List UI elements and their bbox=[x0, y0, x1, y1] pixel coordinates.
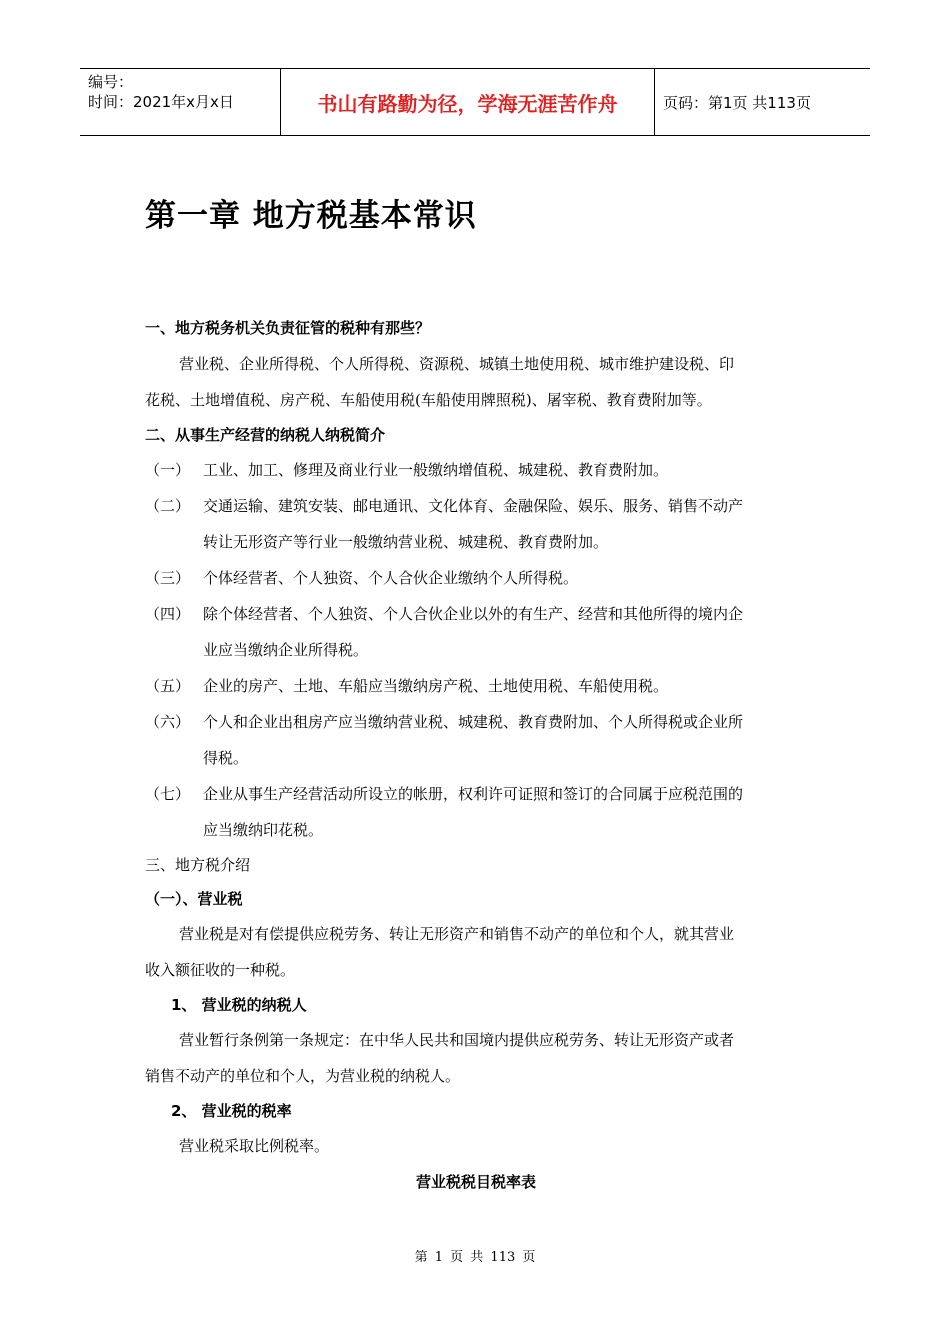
item-text: 交通运输、建筑安装、邮电通讯、文化体育、金融保险、娱乐、服务、销售不动产 bbox=[203, 497, 744, 515]
time-label: 时间：2021年x月x日 bbox=[88, 93, 234, 111]
table-title: 营业税税目税率表 bbox=[415, 1173, 536, 1191]
section3-heading: 三、地方税介绍 bbox=[145, 856, 251, 874]
point2-title: 2、 营业税的税率 bbox=[171, 1102, 292, 1120]
list-item bbox=[145, 452, 807, 488]
item-number: （二） bbox=[145, 497, 191, 515]
point2-text: 营业税采取比例税率。 bbox=[179, 1137, 330, 1155]
list-item bbox=[145, 596, 807, 668]
section3-intro-1: 营业税是对有偿提供应税劳务、转让无形资产和销售不动产的单位和个人，就其营业 bbox=[179, 925, 735, 943]
motto: 书山有路勤为径，学海无涯苦作舟 bbox=[317, 91, 618, 116]
section1-heading: 一、地方税务机关负责征管的税种有那些？ bbox=[145, 319, 431, 337]
number-label: 编号： bbox=[88, 73, 134, 91]
header-left-cell bbox=[80, 69, 281, 135]
list-item bbox=[145, 704, 807, 776]
item-text: 工业、加工、修理及商业行业一般缴纳增值税、城建税、教育费附加。 bbox=[203, 461, 669, 479]
section2-heading: 二、从事生产经营的纳税人纳税简介 bbox=[145, 426, 386, 444]
section1-line-1: 营业税、企业所得税、个人所得税、资源税、城镇土地使用税、城市维护建设税、印 bbox=[179, 355, 735, 373]
section1-line-2: 花税、土地增值税、房产税、车船使用税(车船使用牌照税)、屠宰税、教育费附加等。 bbox=[145, 391, 712, 409]
document-body bbox=[145, 310, 807, 1200]
item-number: （六） bbox=[145, 713, 191, 731]
page-header bbox=[80, 68, 870, 136]
item-text-cont: 转让无形资产等行业一般缴纳营业税、城建税、教育费附加。 bbox=[203, 533, 609, 551]
section3-intro-2: 收入额征收的一种税。 bbox=[145, 961, 296, 979]
item-number: （三） bbox=[145, 569, 191, 587]
list-item bbox=[145, 776, 807, 848]
section3-sub1: （一）、营业税 bbox=[145, 890, 243, 908]
item-text: 企业的房产、土地、车船应当缴纳房产税、土地使用税、车船使用税。 bbox=[203, 677, 669, 695]
chapter-title: 第一章 地方税基本常识 bbox=[145, 198, 477, 234]
item-text-cont: 业应当缴纳企业所得税。 bbox=[203, 641, 369, 659]
item-number: （五） bbox=[145, 677, 191, 695]
item-number: （七） bbox=[145, 785, 191, 803]
item-number: （四） bbox=[145, 605, 191, 623]
list-item bbox=[145, 488, 807, 560]
item-text-cont: 得税。 bbox=[203, 749, 249, 767]
point1-title: 1、 营业税的纳税人 bbox=[171, 996, 307, 1014]
item-text: 企业从事生产经营活动所设立的帐册，权利许可证照和签订的合同属于应税范围的 bbox=[203, 785, 744, 803]
item-number: （一） bbox=[145, 461, 191, 479]
item-text: 除个体经营者、个人独资、个人合伙企业以外的有生产、经营和其他所得的境内企 bbox=[203, 605, 744, 623]
item-text-cont: 应当缴纳印花税。 bbox=[203, 821, 324, 839]
point1-text-1: 营业暂行条例第一条规定：在中华人民共和国境内提供应税劳务、转让无形资产或者 bbox=[179, 1031, 735, 1049]
header-page-info: 页码：第1页 共113页 bbox=[663, 93, 811, 112]
page-footer: 第 1 页 共 113 页 bbox=[414, 1250, 536, 1265]
point1-text-2: 销售不动产的单位和个人，为营业税的纳税人。 bbox=[145, 1067, 461, 1085]
header-motto-cell bbox=[281, 69, 655, 135]
item-text: 个人和企业出租房产应当缴纳营业税、城建税、教育费附加、个人所得税或企业所 bbox=[203, 713, 744, 731]
item-text: 个体经营者、个人独资、个人合伙企业缴纳个人所得税。 bbox=[203, 569, 579, 587]
list-item bbox=[145, 560, 807, 596]
list-item bbox=[145, 668, 807, 704]
